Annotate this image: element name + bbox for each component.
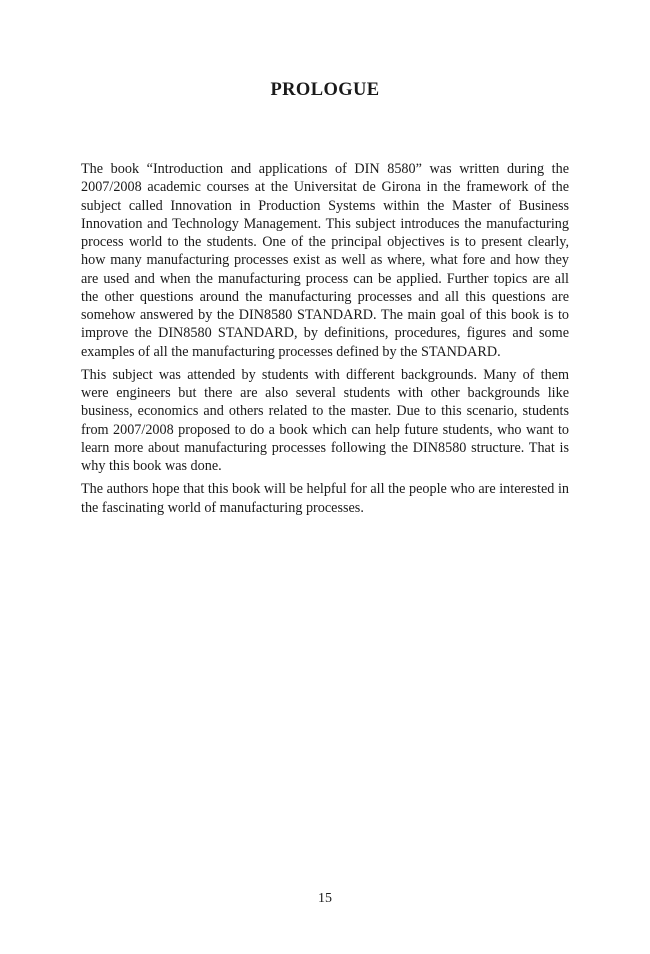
paragraph-3: The authors hope that this book will be helpful for all the people who are interested in the fascinating world of manufacturing processes. <box>81 481 569 516</box>
paragraph-2: This subject was attended by students with different backgrounds. Many of them were engineers but there are also several students with other backgrounds like business, economics and others related to the master. Due to this scenario, students from 2007/2008 proposed to do a book which can help future students, who want to learn more about manufacturing processes following the DIN8580 structure. That is why this book was done. <box>81 366 569 474</box>
page-number: 15 <box>318 891 332 906</box>
paragraph-1: The book “Introduction and applications of DIN 8580” was written during the 2007/2008 academic courses at the Universitat de Girona in the framework of the subject called Innovation in Production Systems within the Master of Business Innovation and Technology Management. This subject introduces the manufacturing process world to the students. One of the principal objectives is to present clearly, how many manufacturing processes exist as well as where, what fore and how they are used and when the manufacturing process can be applied. Further topics are all the other questions around the manufacturing processes and all this questions are somehow answered by the DIN8580 STANDARD. The main goal of this book is to improve the DIN8580 STANDARD, by definitions, procedures, figures and some examples of all the manufacturing processes defined by the STANDARD. <box>81 161 569 360</box>
chapter-title: PROLOGUE <box>270 80 380 100</box>
prologue-body <box>81 160 569 522</box>
